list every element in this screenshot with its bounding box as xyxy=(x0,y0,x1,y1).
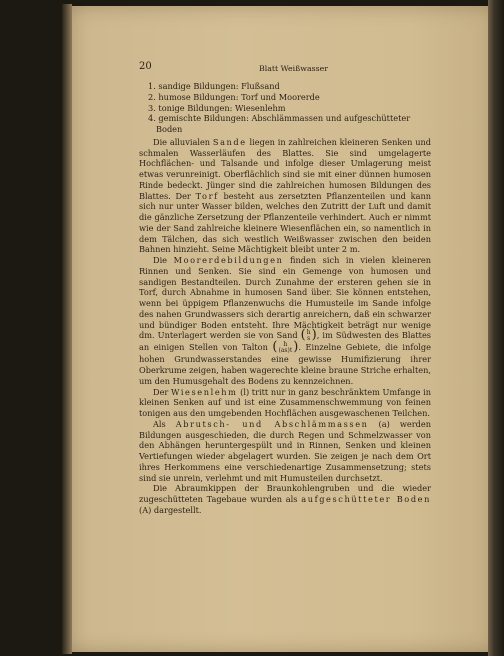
paragraph-wiesenlehm: Der Wiesenlehm (l) tritt nur in ganz beschränktem Umfange in kleinen Senken auf und ist eine Zusammenschwemmung von feinen tonigen aus den umgebenden Hochflächen ausgewaschenen Teilchen. xyxy=(139,386,431,418)
paragraph-abschlaemmassen: Als Abrutsch- und Abschlämmassen (a) werden Bildungen ausgeschieden, die durch Regen und Schmelzwasser von den Abhängen heruntergespült und in Rinnen, Senken und kleinen Vertiefungen wieder abgelagert wurden. Sie zeigen je nach dem Ort ihres Herkommens eine verschiedenartige Zusammensetzung; stets sind sie unrein, verlehmt und mit Humusteilen durchsetzt. xyxy=(139,418,431,483)
symbol-talton: h (as)t xyxy=(278,341,293,355)
paragraph-aufgeschuettet: Die Abraumkippen der Braunkohlengruben und die wieder zugeschütteten Tagebaue wurden als aufgeschütteter Boden (A) dargestellt. xyxy=(139,483,431,515)
page-text xyxy=(139,62,431,516)
list-item: 3. tonige Bildungen: Wiesenlehm xyxy=(148,102,286,113)
paragraph-moorerde: Die Moorerdebildungen finden sich in vielen kleineren Rinnen und Senken. Sie sind ein Gemenge von humosen und sandigen Bestandteilen. Durch Zunahme der ersteren gehen sie in Torf, durch Abnahme in humosen Sand über. Sie können entstehen, wenn bei üppigem Pflanzenwuchs die Humusteile im Sande infolge des nahen Grundwassers sich derartig anreichern, daß ein schwarzer und bündiger Boden entsteht. Ihre Mächtigkeit beträgt nur wenige dm. Unterlagert werden sie von Sand ( h s ), im Südwesten des Blattes an einigen Stellen von Talton ( h (as)t ). Einzelne Gebiete, die infolge hohen Grundwasserstandes eine gewisse Humifizierung ihrer Oberkrume zeigen, haben wagerechte kleine braune Striche erhalten, um den Humusgehalt des Bodens zu kennzeichnen. xyxy=(139,255,431,386)
list-item: 4. gemischte Bildungen: Abschlämmassen und aufgeschütteter Boden xyxy=(148,113,411,134)
paragraph-sande: Die alluvialen Sande liegen in zahlreichen kleineren Senken und schmalen Wasserläufen des Blattes. Sie sind umgelagerte Hochflächen- und Talsande und infolge dieser Umlagerung meist etwas verunreinigt. Oberflächlich sind sie mit einer dünnen humosen Rinde bedeckt. Jünger sind die zahlreichen humosen Bildungen des Blattes. Der Torf besteht aus zersetzten Pflanzenteilen und kann sich nur unter Wasser bilden, welches den Zutritt der Luft und damit die gänzliche Zersetzung der Pflanzenteile verhindert. Auch er nimmt wie der Sand zahlreiche kleinere Wiesenflächen ein, so namentlich in dem Tälchen, das sich westlich Weißwasser zwischen den beiden Bahnen hinzieht. Seine Mächtigkeit bleibt unter 2 m. xyxy=(139,136,431,255)
page-gutter xyxy=(62,4,72,654)
list-item: 1. sandige Bildungen: Flußsand xyxy=(148,81,280,91)
page-number: 20 xyxy=(139,61,152,72)
deposit-list xyxy=(139,81,431,135)
page-edge xyxy=(488,0,504,656)
list-item: 2. humose Bildungen: Torf und Moorerde xyxy=(148,91,320,102)
running-title: Blatt Weißwasser xyxy=(259,64,328,73)
page-header xyxy=(139,62,431,74)
symbol-sand: h s xyxy=(306,329,311,343)
